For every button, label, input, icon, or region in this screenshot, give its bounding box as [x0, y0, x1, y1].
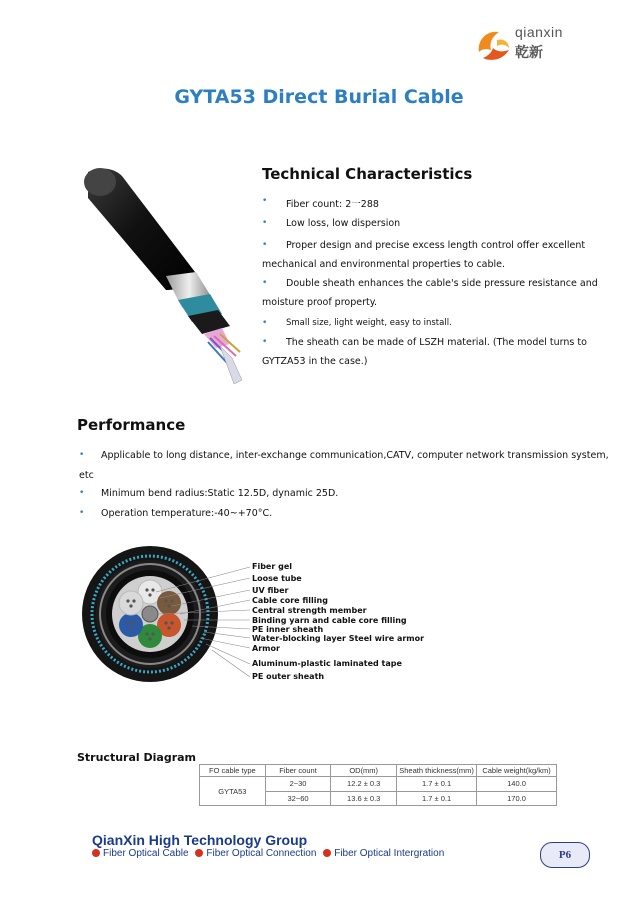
bullet-icon: •	[262, 278, 268, 288]
diagram-label: Central strength member	[252, 606, 367, 615]
logo-swirl-icon	[479, 32, 509, 60]
diagram-label: UV fiber	[252, 586, 289, 595]
table-cell: 1.7 ± 0.1	[397, 791, 477, 806]
tech-item: Small size, light weight, easy to install.	[286, 318, 452, 328]
bullet-icon: •	[79, 488, 85, 498]
diagram-label: Fiber gel	[252, 562, 292, 571]
tech-item: Double sheath enhances the cable's side pressure resistance and	[286, 278, 598, 289]
table-cell: 32~60	[265, 791, 331, 806]
table-cell: 13.6 ± 0.3	[331, 791, 397, 806]
table-cell: 12.2 ± 0.3	[331, 777, 397, 792]
performance-item-continued: etc	[79, 470, 94, 481]
bullet-icon: •	[262, 240, 268, 250]
table-cell: 1.7 ± 0.1	[397, 777, 477, 792]
spec-table	[199, 764, 557, 806]
diagram-label: Aluminum-plastic laminated tape	[252, 659, 402, 668]
diagram-label: Cable core filling	[252, 596, 328, 605]
footer-tag: Fiber Optical Connection	[206, 848, 317, 859]
tech-item: Low loss, low dispersion	[286, 218, 401, 229]
bullet-icon: •	[79, 508, 85, 518]
red-dot-icon	[195, 849, 203, 857]
technical-heading: Technical Characteristics	[262, 165, 473, 183]
diagram-label: PE inner sheath	[252, 625, 324, 634]
red-dot-icon	[92, 849, 100, 857]
diagram-label: Water-blocking layer Steel wire armor	[252, 634, 425, 643]
cable-cross-section-diagram	[80, 540, 252, 688]
bullet-icon: •	[262, 218, 268, 228]
table-cell: 140.0	[477, 777, 557, 792]
table-row	[200, 777, 557, 792]
table-header: Cable weight(kg/km)	[477, 765, 557, 777]
performance-item: Applicable to long distance, inter-exchange communication,CATV, computer network transmission system,	[101, 450, 609, 461]
tech-item: Fiber count: 2一288	[286, 199, 379, 210]
table-header: Fiber count	[265, 765, 331, 777]
performance-item: Operation temperature:-40~+70°C.	[101, 508, 273, 519]
tech-item-continued: GYTZA53 in the case.)	[262, 356, 368, 367]
diagram-label: Loose tube	[252, 574, 302, 583]
table-cell: 170.0	[477, 791, 557, 806]
cable-illustration	[70, 158, 250, 388]
red-dot-icon	[323, 849, 331, 857]
tech-item-continued: mechanical and environmental properties to cable.	[262, 259, 506, 270]
table-header: Sheath thickness(mm)	[397, 765, 477, 777]
logo-text-cn: 乾新	[515, 45, 543, 61]
diagram-label: Binding yarn and cable core filling	[252, 616, 407, 625]
footer-tagline	[92, 848, 444, 859]
table-header: FO cable type	[200, 765, 266, 777]
logo-text-en: qianxin	[515, 24, 563, 40]
footer-company-name: QianXin High Technology Group	[92, 832, 308, 848]
structural-heading: Structural Diagram	[77, 751, 197, 764]
tech-item: Proper design and precise excess length control offer excellent	[286, 240, 586, 251]
bullet-icon: •	[262, 337, 268, 347]
diagram-label: PE outer sheath	[252, 672, 325, 681]
bullet-icon: •	[79, 450, 85, 460]
page-title: GYTA53 Direct Burial Cable	[174, 86, 464, 108]
tech-item: The sheath can be made of LSZH material. (The model turns to	[286, 337, 587, 348]
diagram-label: Armor	[252, 644, 280, 653]
table-header: OD(mm)	[331, 765, 397, 777]
table-cell: 2~30	[265, 777, 331, 792]
table-cell-model: GYTA53	[200, 777, 266, 806]
page-number-badge: P6	[540, 842, 590, 868]
table-header-row	[200, 765, 557, 777]
footer-tag: Fiber Optical Intergration	[334, 848, 445, 859]
bullet-icon: •	[262, 196, 268, 206]
performance-heading: Performance	[77, 416, 186, 434]
tech-item-continued: moisture proof property.	[262, 297, 378, 308]
footer-tag: Fiber Optical Cable	[103, 848, 189, 859]
performance-item: Minimum bend radius:Static 12.5D, dynamic 25D.	[101, 488, 339, 499]
bullet-icon: •	[262, 318, 268, 328]
